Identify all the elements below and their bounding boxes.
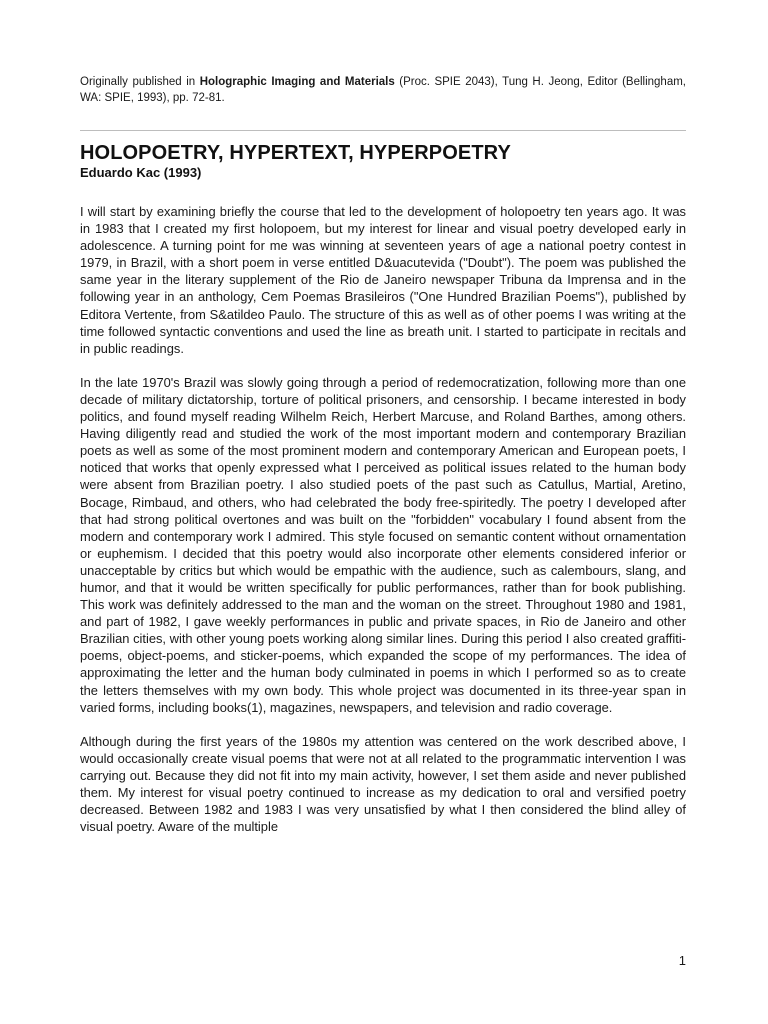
- header-divider: [80, 130, 686, 131]
- source-note-suffix: (Proc. SPIE 2043), Tung H. Jeong, Editor (Bellingham, WA: SPIE, 1993), pp. 72-81.: [80, 76, 686, 104]
- body-paragraph-1: I will start by examining briefly the course that led to the development of holopoetry ten years ago. It was in 1983 that I created my first holopoem, but my interest for linear and visual poetry developed early in adolescence. A turning point for me was winning at seventeen years of age a national poetry contest in 1979, in Brazil, with a short poem in verse entitled D&uacutevida ("Doubt"). The poem was published the same year in the literary supplement of the Rio de Janeiro newspaper Tribuna da Imprensa and in the following year in an anthology, Cem Poemas Brasileiros ("One Hundred Brazilian Poems"), published by Editora Vertente, from S&atildeo Paulo. The structure of this as well as of other poems I was writing at the time followed syntactic conventions and used the line as breath unit. I started to participate in recitals and in public readings.: [80, 204, 686, 356]
- article-title: HOLOPOETRY, HYPERTEXT, HYPERPOETRY: [80, 142, 511, 164]
- source-publication-title: Holographic Imaging and Materials: [199, 76, 395, 88]
- document-page: [80, 0, 686, 1024]
- source-note-prefix: Originally published in: [80, 76, 200, 88]
- article-author: Eduardo Kac (1993): [80, 165, 202, 180]
- body-paragraph-2: In the late 1970's Brazil was slowly going through a period of redemocratization, following more than one decade of military dictatorship, torture of political prisoners, and censorship. I became interested in body politics, and found myself reading Wilhelm Reich, Herbert Marcuse, and Roland Barthes, among others. Having diligently read and studied the work of the most important modern and contemporary Brazilian poets as well as some of the most prominent modern and contemporary American and European poets, I noticed that works that openly expressed what I perceived as political issues related to the human body were absent from Brazilian poetry. I also studied poets of the past such as Catullus, Martial, Aretino, Bocage, Rimbaud, and others, who had celebrated the body free-spiritedly. The poetry I developed after that had strong political overtones and was built on the "forbidden" vocabulary I found absent from the modern and contemporary work I admired. This style focused on semantic content without ornamentation or euphemism. I decided that this poetry would also incorporate other elements considered inferior or unacceptable by critics but which would be empathic with the audience, such as calembours, slang, and humor, and that it would be written specifically for public performances, rather than for book publishing. This work was definitely addressed to the man and the woman on the street. Throughout 1980 and 1981, and part of 1982, I gave weekly performances in public and private spaces, in Rio de Janeiro and other Brazilian cities, with other young poets working along similar lines. During this period I also created graffiti-poems, object-poems, and sticker-poems, which expanded the scope of my performances. The idea of approximating the letter and the human body culminated in poems in which I performed so as to create the letters themselves with my own body. This whole project was documented in its three-year span in varied forms, including books(1), magazines, newspapers, and television and radio coverage.: [80, 374, 686, 715]
- body-paragraph-3: Although during the first years of the 1980s my attention was centered on the work described above, I would occasionally create visual poems that were not at all related to the programmatic intervention I was carrying out. Because they did not fit into my main activity, however, I set them aside and never published them. My interest for visual poetry continued to increase as my dedication to oral and versified poetry decreased. Between 1982 and 1983 I was very unsatisfied by what I then considered the blind alley of visual poetry. Aware of the multiple: [80, 733, 686, 835]
- article-body: [80, 203, 686, 852]
- page-number: 1: [678, 953, 686, 968]
- source-note: [80, 74, 686, 106]
